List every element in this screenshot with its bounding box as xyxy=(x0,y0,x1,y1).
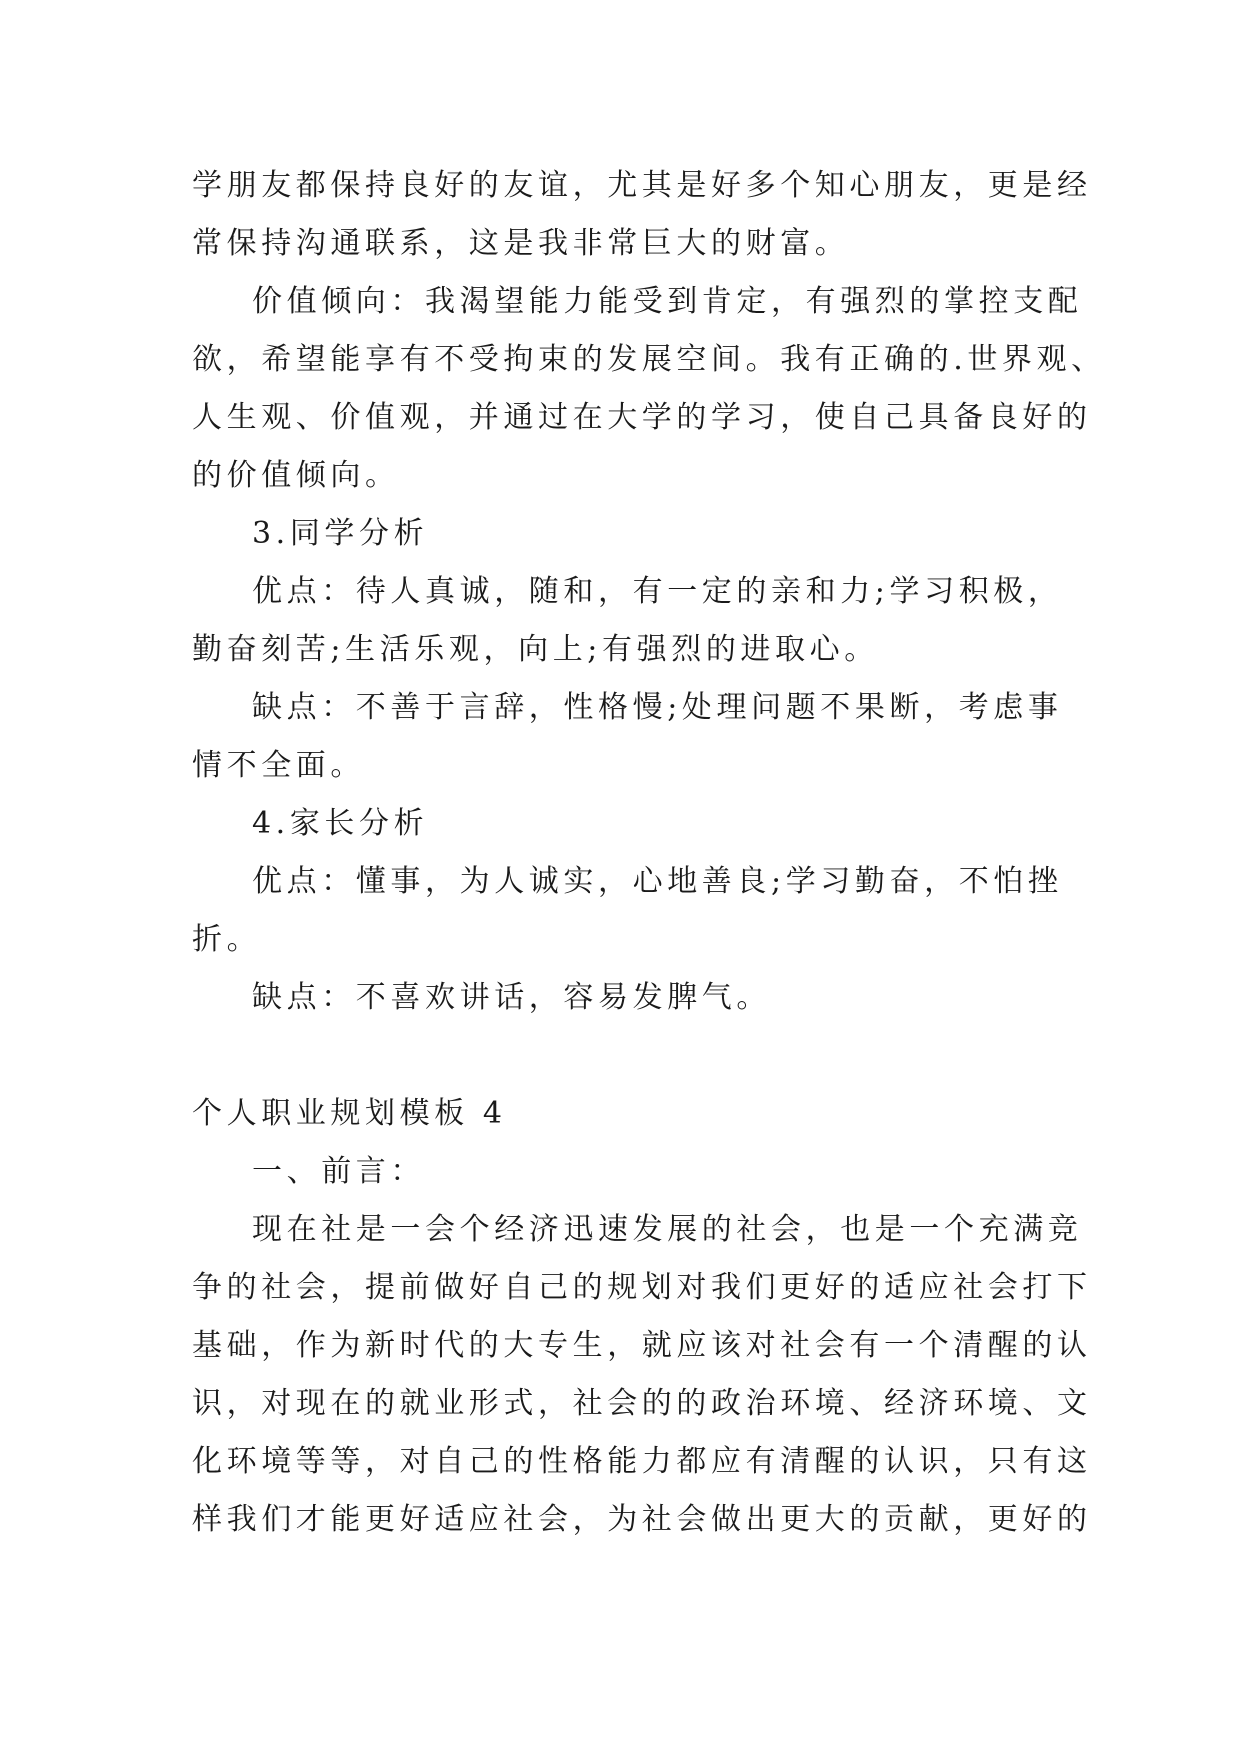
text-line-22: 化环境等等，对自己的性格能力都应有清醒的认识，只有这 xyxy=(192,1444,1092,1479)
text-line-9: 勤奋刻苦;生活乐观，向上;有强烈的进取心。 xyxy=(192,632,879,667)
text-line-3: 价值倾向：我渴望能力能受到肯定，有强烈的掌控支配 xyxy=(252,284,1083,319)
text-line-18: 现在社是一会个经济迅速发展的社会，也是一个充满竞 xyxy=(252,1212,1083,1247)
text-line-6: 的价值倾向。 xyxy=(192,458,400,493)
text-line-11: 情不全面。 xyxy=(192,748,365,783)
document-title: 个人职业规划模板 4 xyxy=(192,1096,507,1131)
section-heading-3: 3.同学分析 xyxy=(252,516,429,551)
text-line-14: 折。 xyxy=(192,922,262,957)
section-heading-preface: 一、前言： xyxy=(252,1154,425,1189)
text-line-4: 欲，希望能享有不受拘束的发展空间。我有正确的.世界观、 xyxy=(192,342,1106,377)
text-line-2: 常保持沟通联系，这是我非常巨大的财富。 xyxy=(192,226,850,261)
text-line-8: 优点：待人真诚，随和，有一定的亲和力;学习积极， xyxy=(252,574,1063,609)
text-line-15: 缺点：不喜欢讲话，容易发脾气。 xyxy=(252,980,771,1015)
text-line-19: 争的社会，提前做好自己的规划对我们更好的适应社会打下 xyxy=(192,1270,1092,1305)
text-line-10: 缺点：不善于言辞，性格慢;处理问题不果断，考虑事 xyxy=(252,690,1063,725)
text-line-20: 基础，作为新时代的大专生，就应该对社会有一个清醒的认 xyxy=(192,1328,1092,1363)
text-line-5: 人生观、价值观，并通过在大学的学习，使自己具备良好的 xyxy=(192,400,1092,435)
section-heading-4: 4.家长分析 xyxy=(252,806,429,841)
text-line-23: 样我们才能更好适应社会，为社会做出更大的贡献，更好的 xyxy=(192,1502,1092,1537)
text-line-13: 优点：懂事，为人诚实，心地善良;学习勤奋，不怕挫 xyxy=(252,864,1063,899)
text-line-21: 识，对现在的就业形式，社会的的政治环境、经济环境、文 xyxy=(192,1386,1092,1421)
text-line-1: 学朋友都保持良好的友谊，尤其是好多个知心朋友，更是经 xyxy=(192,168,1092,203)
